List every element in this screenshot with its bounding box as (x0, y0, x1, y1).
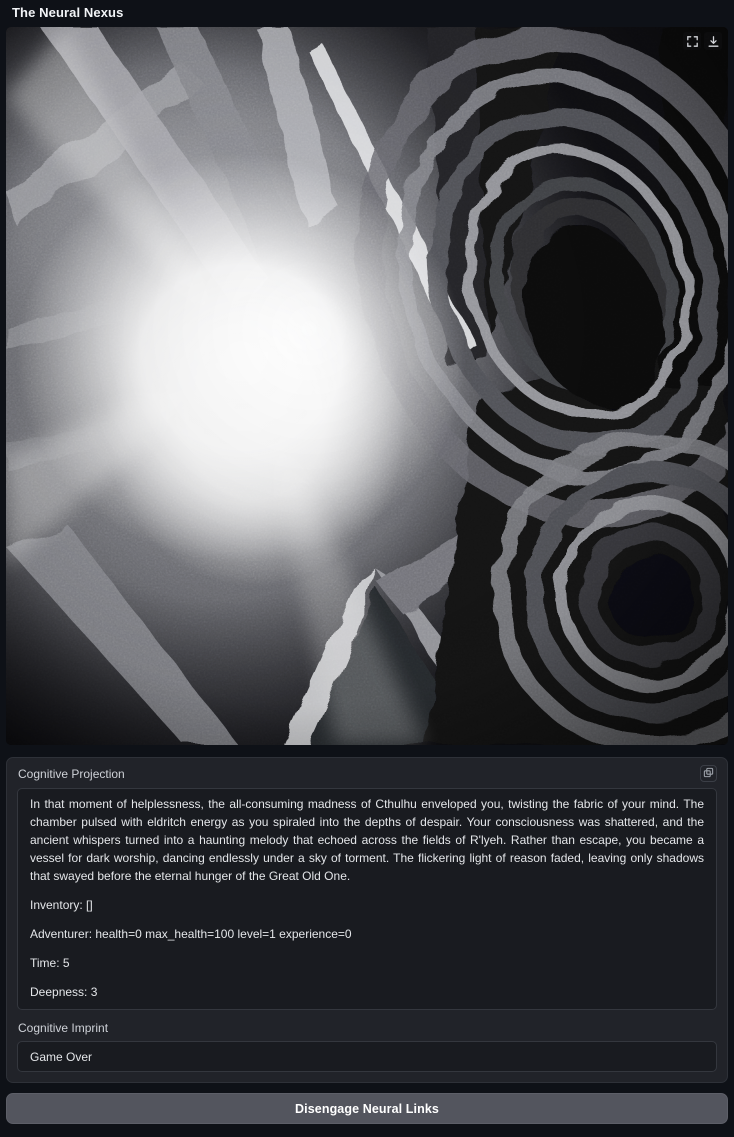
vision-artwork (6, 27, 728, 745)
fullscreen-button[interactable] (683, 32, 701, 50)
copy-button[interactable] (700, 765, 717, 782)
projection-textbox[interactable] (17, 788, 717, 1010)
time-line: Time: 5 (30, 956, 70, 970)
fullscreen-icon (686, 35, 699, 48)
disengage-button[interactable]: Disengage Neural Links (6, 1093, 728, 1124)
app-header (0, 0, 734, 24)
imprint-input[interactable] (17, 1041, 717, 1072)
inventory-line: Inventory: [] (30, 898, 93, 912)
deepness-line: Deepness: 3 (30, 985, 98, 999)
download-button[interactable] (704, 32, 722, 50)
imprint-label: Cognitive Imprint (18, 1021, 109, 1035)
adventurer-line: Adventurer: health=0 max_health=100 level=1 experience=0 (30, 927, 352, 941)
output-image (6, 27, 728, 745)
story-text: In that moment of helplessness, the all-consuming madness of Cthulhu enveloped you, twisting the fabric of your mind. The chamber pulsed with eldritch energy as you spiraled into the depths of despair. Your consciousness was shattered, and the ancient whispers turned into a haunting melody that echoed across the fields of R'lyeh. Rather than escape, you became a vessel for dark worship, dancing endlessly under a sky of torment. The flickering light of reason faded, leaving only shadows that swayed before the eternal hunger of the Great Old One. (30, 797, 704, 883)
image-toolbar (683, 32, 722, 50)
copy-icon (703, 766, 714, 781)
page-title: The Neural Nexus (12, 5, 124, 20)
projection-label: Cognitive Projection (18, 767, 125, 781)
narrative-panel (6, 757, 728, 1083)
projection-header (17, 767, 717, 782)
download-icon (707, 35, 720, 48)
